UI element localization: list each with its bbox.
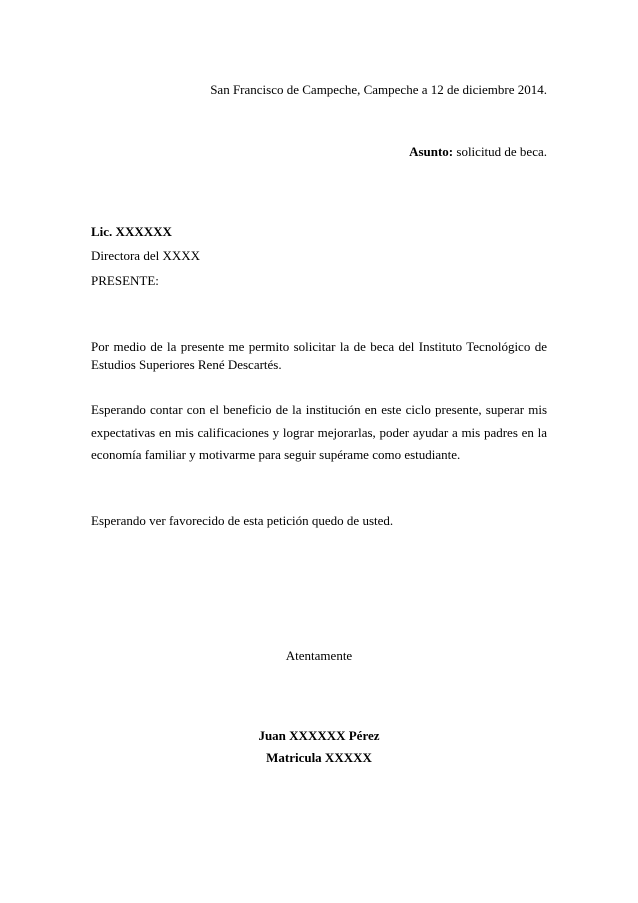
closing: Atentamente <box>285 648 353 663</box>
recipient-title: Directora del XXXX <box>91 248 201 263</box>
subject-label: Asunto: <box>409 144 454 159</box>
paragraph-1-line-1: Por medio de la presente me permito solicitar la de beca del Instituto Tecnológico de <box>91 339 547 354</box>
paragraph-2-line-1: Esperando contar con el beneficio de la institución en este ciclo presente, superar mis <box>91 402 547 417</box>
recipient-name: Lic. XXXXXX <box>91 224 172 239</box>
date-line: San Francisco de Campeche, Campeche a 12 de diciembre 2014. <box>210 82 547 97</box>
paragraph-2-line-2: expectativas en mis calificaciones y lograr mejorarlas, poder ayudar a mis padres en la <box>91 425 547 440</box>
signature-name: Juan XXXXXX Pérez <box>258 728 380 743</box>
recipient-presente: PRESENTE: <box>91 273 159 288</box>
subject-line <box>409 144 547 160</box>
signature-matricula: Matricula XXXXX <box>266 750 372 765</box>
paragraph-1-line-2: Estudios Superiores René Descartés. <box>91 357 282 372</box>
subject-text: solicitud de beca. <box>453 144 547 159</box>
paragraph-2-line-3: economía familiar y motivarme para seguir supérame como estudiante. <box>91 447 461 462</box>
paragraph-3-line-1: Esperando ver favorecido de esta petición quedo de usted. <box>91 513 394 528</box>
